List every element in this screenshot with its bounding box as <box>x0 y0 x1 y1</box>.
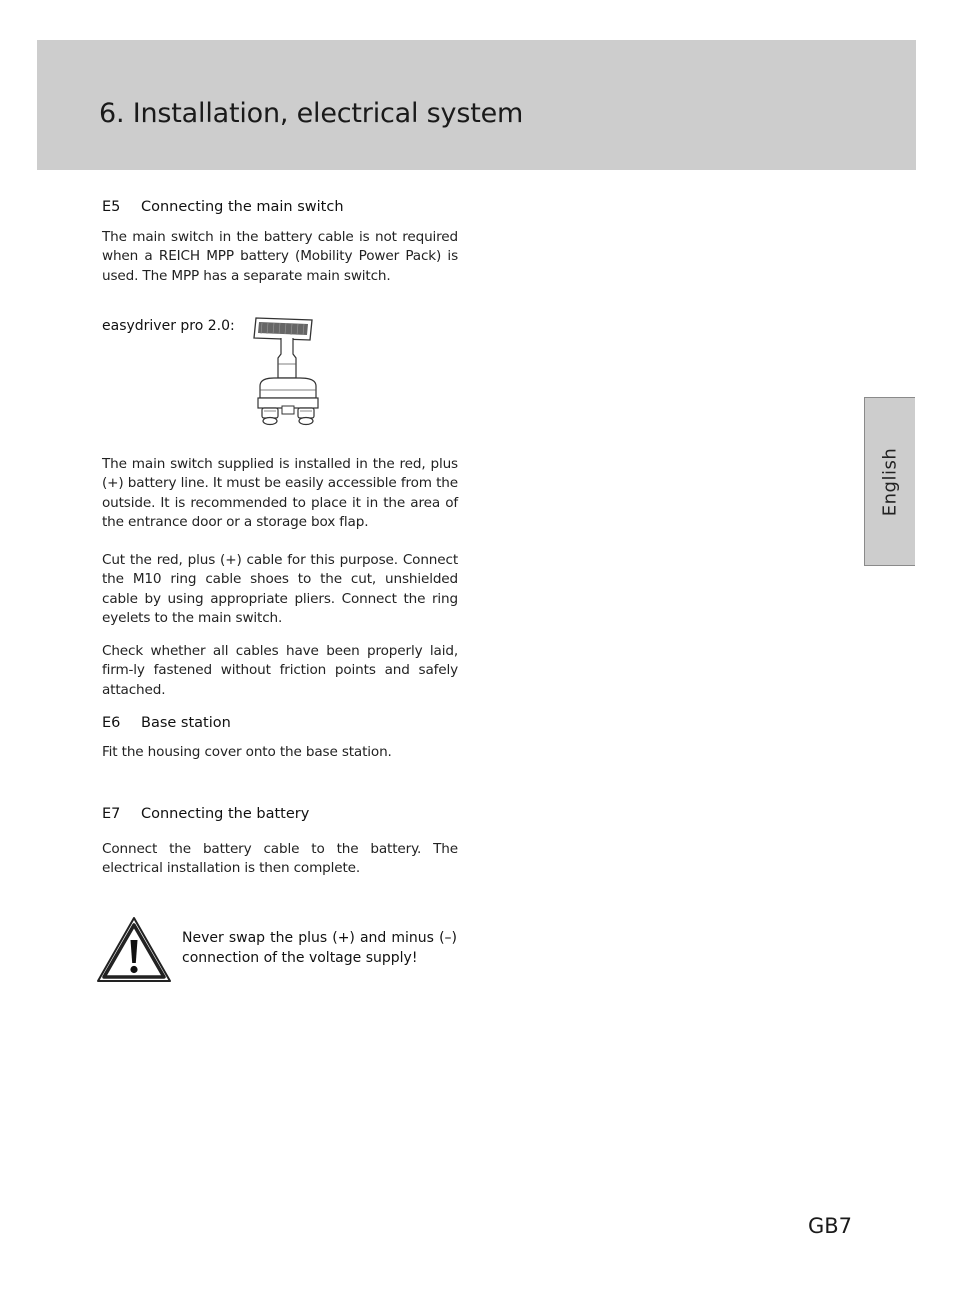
page-title: 6. Installation, electrical system <box>99 98 524 129</box>
paragraph-e5-intro: The main switch in the battery cable is not required when a REICH MPP battery (Mobility Power Pack) is used. The MPP has a separate main switch. <box>102 229 458 284</box>
paragraph-e6: Fit the housing cover onto the base station. <box>102 744 392 760</box>
paragraph-e5-cable: Cut the red, plus (+) cable for this purpose. Connect the M10 ring cable shoes to the cut, unshielded cable by using appropriate pliers. Connect the ring eyelets to the main switch. <box>102 552 458 627</box>
language-tab-label: English <box>879 447 901 516</box>
figure-label: easydriver pro 2.0: <box>102 318 235 334</box>
section-heading-e6 <box>102 715 231 731</box>
section-title: Connecting the battery <box>141 806 310 822</box>
page-number: GB7 <box>808 1214 853 1238</box>
paragraph-e5-installation: The main switch supplied is installed in the red, plus (+) battery line. It must be easily accessible from the outside. It is recommended to place it in the area of the entrance door or a storage box flap. <box>102 456 458 531</box>
warning-text: Never swap the plus (+) and minus (–) connection of the voltage supply! <box>182 930 457 966</box>
paragraph-e5-check: Check whether all cables have been properly laid, firm-ly fastened without friction points and safely attached. <box>102 643 458 698</box>
section-heading-e5 <box>102 199 344 215</box>
paragraph-e7: Connect the battery cable to the battery. The electrical installation is then complete. <box>102 841 458 877</box>
warning-triangle-icon <box>96 916 172 984</box>
header-band <box>37 40 916 170</box>
main-switch-illustration <box>244 314 334 428</box>
section-number: E6 <box>102 715 121 731</box>
section-number: E7 <box>102 806 121 822</box>
section-heading-e7 <box>102 806 309 822</box>
section-number: E5 <box>102 199 121 215</box>
language-tab <box>864 397 915 566</box>
section-title: Base station <box>141 715 231 731</box>
section-title: Connecting the main switch <box>141 199 344 215</box>
